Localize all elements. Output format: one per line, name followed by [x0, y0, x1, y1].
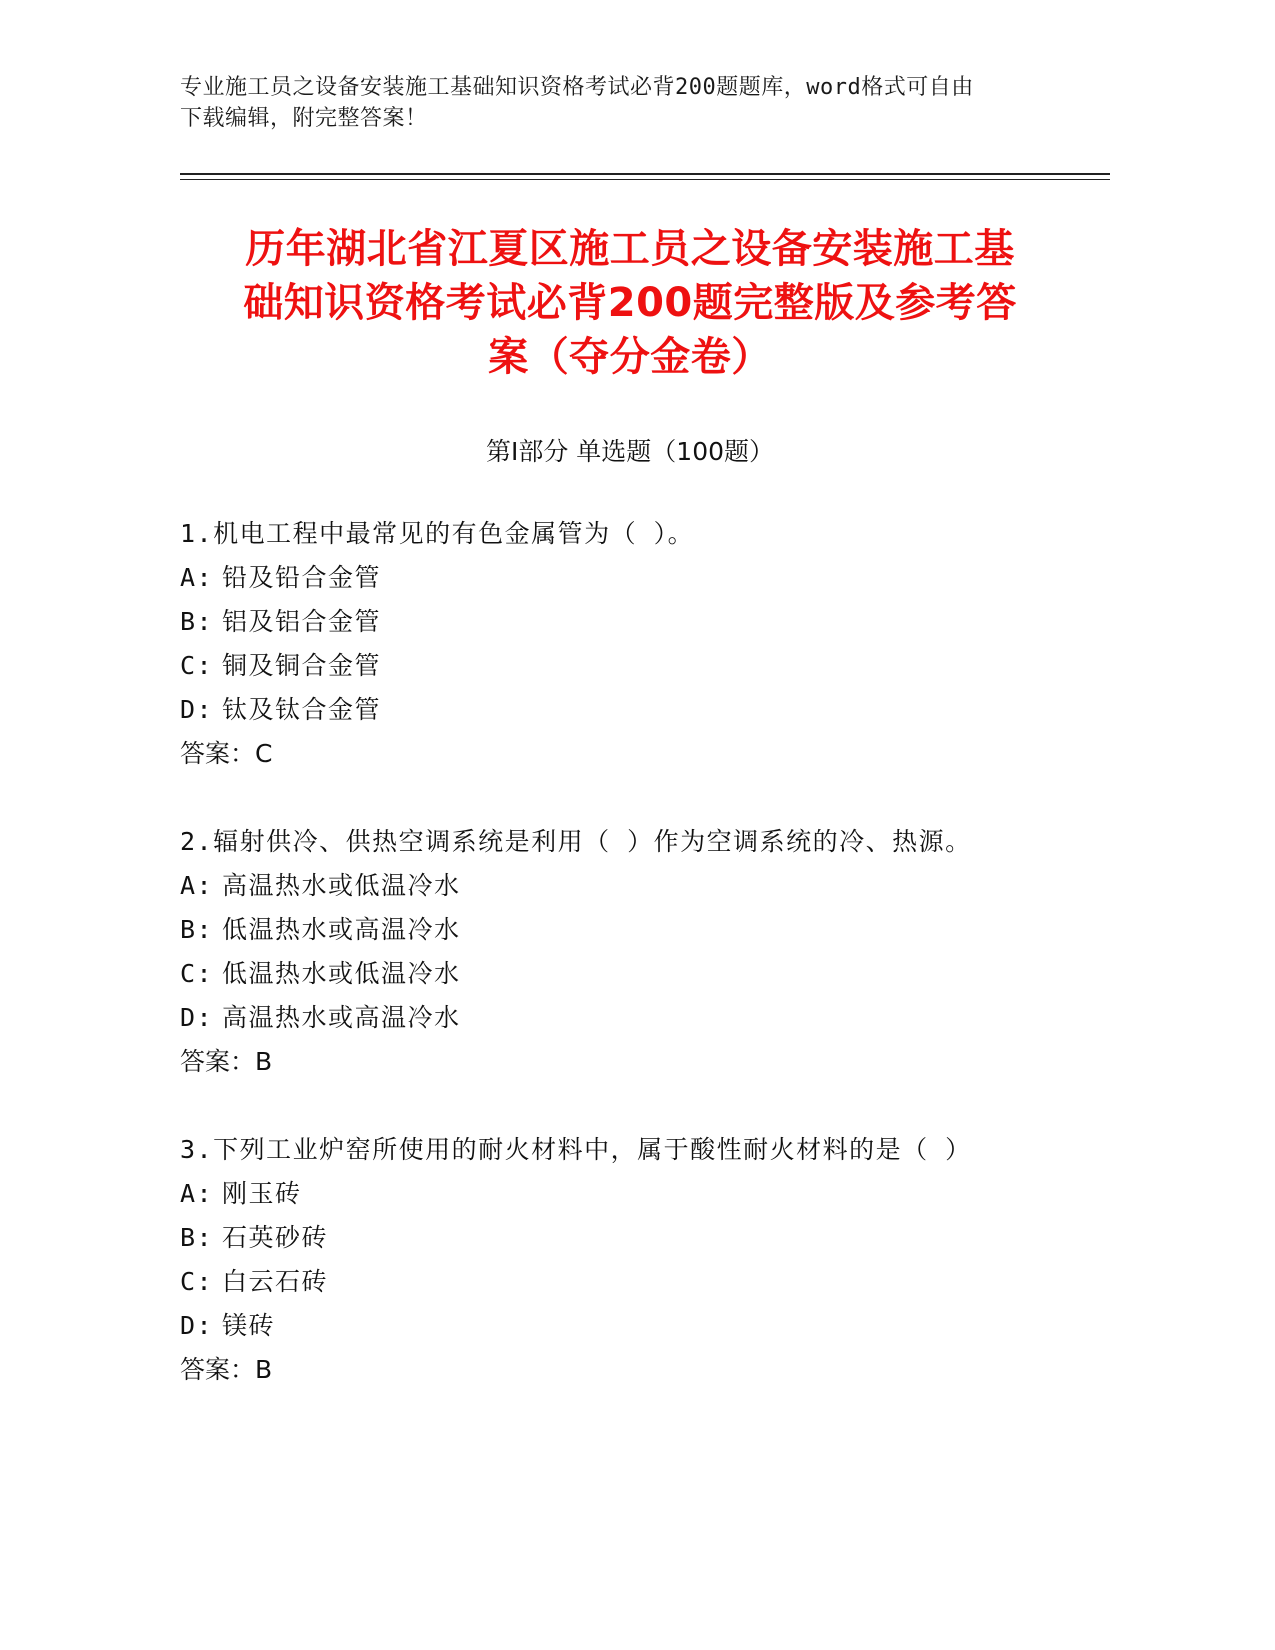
option-text: 高温热水或低温冷水	[222, 871, 461, 900]
option-d	[180, 688, 1110, 732]
section-heading: 第I部分 单选题（100题）	[485, 437, 775, 466]
question-list	[180, 512, 1110, 1436]
option-text: 石英砂砖	[222, 1223, 329, 1252]
option-text: 白云石砖	[222, 1267, 329, 1296]
option-letter: D:	[180, 1311, 214, 1340]
option-a	[180, 556, 1110, 600]
option-text: 钛及钛合金管	[222, 695, 382, 724]
option-letter: C:	[180, 651, 214, 680]
question-2	[180, 820, 1110, 1084]
answer: 答案：C	[180, 739, 273, 768]
question-stem: 2.辐射供冷、供热空调系统是利用（ ）作为空调系统的冷、热源。	[180, 827, 972, 856]
option-c	[180, 644, 1110, 688]
answer: 答案：B	[180, 1047, 273, 1076]
option-b	[180, 908, 1110, 952]
option-letter: B:	[180, 915, 214, 944]
document-title-line-3: 案（夺分金卷）	[488, 334, 772, 380]
option-b	[180, 1216, 1110, 1260]
option-letter: C:	[180, 959, 214, 988]
option-text: 铝及铝合金管	[222, 607, 382, 636]
option-letter: A:	[180, 563, 214, 592]
option-text: 低温热水或低温冷水	[222, 959, 461, 988]
header-divider-thick	[180, 173, 1110, 175]
option-text: 刚玉砖	[222, 1179, 302, 1208]
question-1	[180, 512, 1110, 776]
question-stem: 3.下列工业炉窑所使用的耐火材料中，属于酸性耐火材料的是（ ）	[180, 1135, 972, 1164]
option-letter: A:	[180, 1179, 214, 1208]
option-text: 镁砖	[222, 1311, 276, 1340]
option-a	[180, 1172, 1110, 1216]
option-letter: D:	[180, 695, 214, 724]
option-c	[180, 952, 1110, 996]
header-note	[180, 72, 1060, 134]
option-letter: A:	[180, 871, 214, 900]
option-letter: B:	[180, 1223, 214, 1252]
document-title-line-1: 历年湖北省江夏区施工员之设备安装施工基	[245, 226, 1015, 272]
option-letter: B:	[180, 607, 214, 636]
option-letter: C:	[180, 1267, 214, 1296]
option-letter: D:	[180, 1003, 214, 1032]
option-c	[180, 1260, 1110, 1304]
header-note-line-1: 专业施工员之设备安装施工基础知识资格考试必背200题题库，word格式可自由	[180, 75, 974, 100]
answer: 答案：B	[180, 1355, 273, 1384]
header-divider-thin	[180, 179, 1110, 180]
option-text: 铅及铅合金管	[222, 563, 382, 592]
header-note-line-2: 下载编辑，附完整答案！	[180, 106, 428, 131]
option-d	[180, 996, 1110, 1040]
option-a	[180, 864, 1110, 908]
question-stem: 1.机电工程中最常见的有色金属管为（ ）。	[180, 519, 695, 548]
option-text: 铜及铜合金管	[222, 651, 382, 680]
document-title-line-2: 础知识资格考试必背200题完整版及参考答	[243, 280, 1017, 326]
question-3	[180, 1128, 1110, 1392]
document-title	[180, 222, 1080, 384]
option-text: 高温热水或高温冷水	[222, 1003, 461, 1032]
option-d	[180, 1304, 1110, 1348]
option-text: 低温热水或高温冷水	[222, 915, 461, 944]
option-b	[180, 600, 1110, 644]
